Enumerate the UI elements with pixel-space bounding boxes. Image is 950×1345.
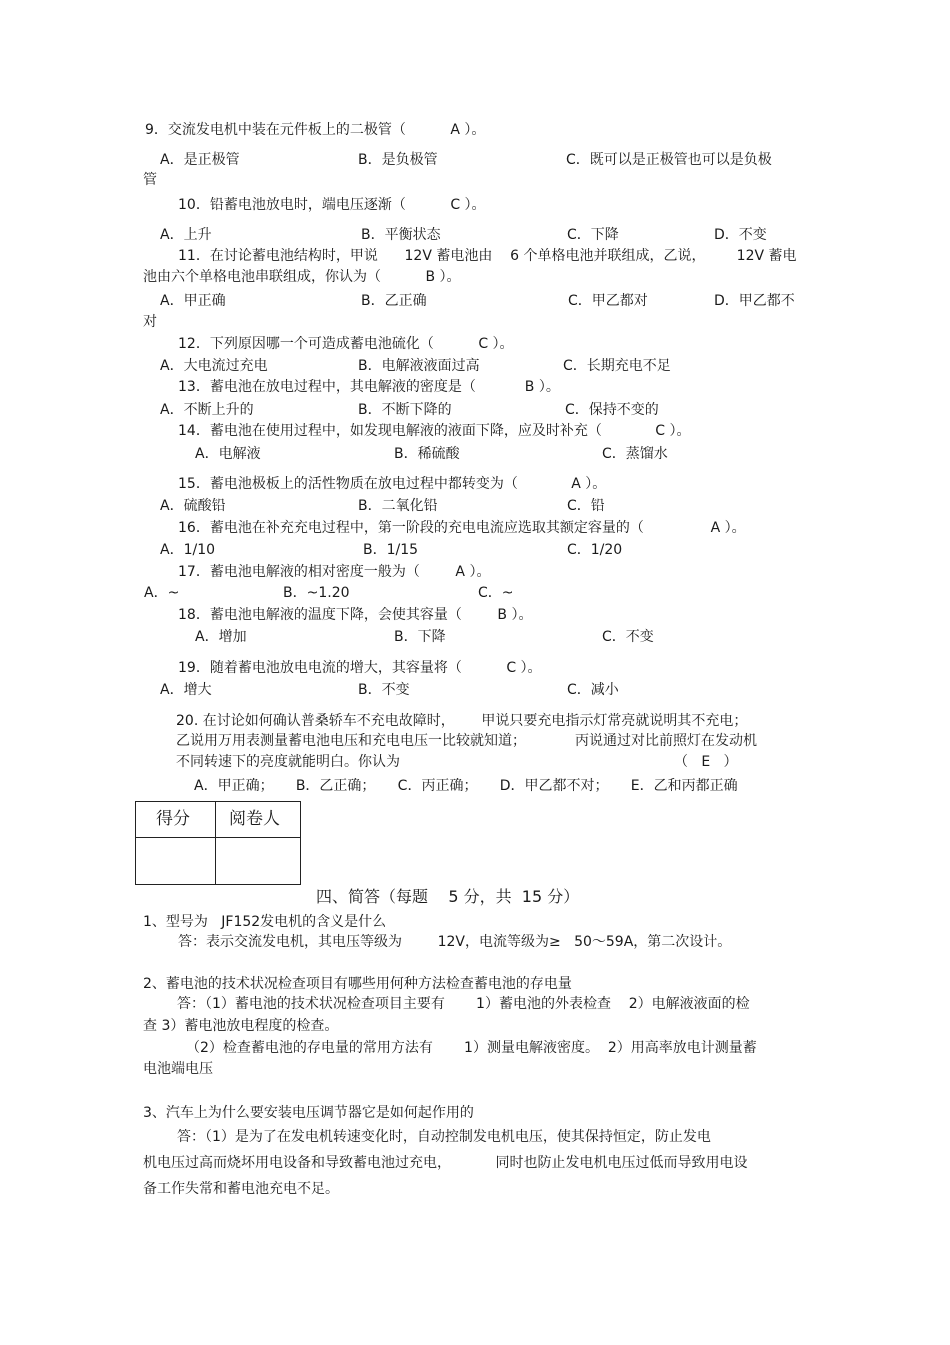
section-title-short-answer: 四、简答（每题 5 分，共 15 分） (316, 887, 580, 906)
q11-option-b: B．乙正确 (361, 293, 427, 309)
q10-option-d: D．不变 (714, 227, 767, 243)
question-16: 16．蓄电池在补充充电过程中，第一阶段的充电电流应选取其额定容量的（ A ）。 (178, 520, 746, 536)
q9-option-b: B．是负极管 (358, 152, 438, 168)
q11-option-a: A．甲正确 (160, 293, 226, 309)
q12-option-c: C．长期充电不足 (563, 358, 671, 374)
score-table-divider-vertical (215, 802, 216, 884)
score-table (135, 801, 301, 885)
q15-option-c: C．铅 (567, 498, 605, 514)
short-answer-3-line3: 备工作失常和蓄电池充电不足。 (143, 1181, 339, 1197)
q9-option-c: C．既可以是正极管也可以是负极 (566, 152, 772, 168)
q17-option-b: B．~1.20 (283, 585, 350, 601)
question-20-answer: （ E ） (674, 754, 738, 770)
question-14: 14．蓄电池在使用过程中，如发现电解液的液面下降，应及时补充（ C ）。 (178, 423, 691, 439)
q15-option-a: A．硫酸铅 (160, 498, 226, 514)
q16-option-c: C．1/20 (567, 542, 623, 558)
short-answer-1: 答：表示交流发电机，其电压等级为 12V，电流等级为≥ 50～59A，第二次设计。 (178, 934, 732, 950)
q15-option-b: B．二氧化铅 (358, 498, 438, 514)
question-10: 10．铅蓄电池放电时，端电压逐渐（ C ）。 (178, 197, 486, 213)
q20-options: A．甲正确； B．乙正确； C．丙正确； D．甲乙都不对； E．乙和丙都正确 (194, 778, 738, 794)
q11-option-d-continued: 对 (143, 314, 157, 330)
question-9: 9．交流发电机中装在元件板上的二极管（ A ）。 (145, 122, 486, 138)
q16-option-b: B．1/15 (363, 542, 419, 558)
short-question-1: 1、型号为 JF152发电机的含义是什么 (143, 914, 387, 930)
short-answer-2-line3: （2）检查蓄电池的存电量的常用方法有 1）测量电解液密度。 2）用高率放电计测量蓄 (186, 1040, 757, 1056)
question-18: 18．蓄电池电解液的温度下降，会使其容量（ B ）。 (178, 607, 533, 623)
question-13: 13．蓄电池在放电过程中，其电解液的密度是（ B ）。 (178, 379, 560, 395)
short-question-2: 2、蓄电池的技术状况检查项目有哪些用何种方法检查蓄电池的存电量 (143, 976, 572, 992)
q14-option-c: C．蒸馏水 (602, 446, 668, 462)
question-12: 12．下列原因哪一个可造成蓄电池硫化（ C ）。 (178, 336, 514, 352)
q14-option-a: A．电解液 (195, 446, 261, 462)
q13-option-a: A．不断上升的 (160, 402, 254, 418)
question-11-line2: 池由六个单格电池串联组成，你认为（ B ）。 (143, 269, 461, 285)
grader-label: 阅卷人 (229, 809, 280, 829)
q18-option-c: C．不变 (602, 629, 654, 645)
q9-option-c-continued: 管 (143, 172, 157, 188)
short-answer-2-line4: 电池端电压 (143, 1061, 213, 1077)
q12-option-a: A．大电流过充电 (160, 358, 268, 374)
q11-option-c: C．甲乙都对 (568, 293, 648, 309)
score-label: 得分 (156, 809, 190, 829)
q13-option-b: B．不断下降的 (358, 402, 452, 418)
question-15: 15．蓄电池极板上的活性物质在放电过程中都转变为（ A ）。 (178, 476, 607, 492)
q12-option-b: B．电解液液面过高 (358, 358, 480, 374)
question-20-line2: 乙说用万用表测量蓄电池电压和充电电压一比较就知道； 丙说通过对比前照灯在发动机 (176, 733, 757, 749)
q10-option-b: B．平衡状态 (361, 227, 441, 243)
short-answer-2-line1: 答：（1）蓄电池的技术状况检查项目主要有 1）蓄电池的外表检查 2）电解液液面的检 (177, 996, 750, 1012)
short-answer-3-line2: 机电压过高而烧坏用电设备和导致蓄电池过充电， 同时也防止发电机电压过低而导致用电设 (143, 1155, 748, 1171)
q9-option-a: A．是正极管 (160, 152, 240, 168)
question-11-line1: 11．在讨论蓄电池结构时，甲说 12V 蓄电池由 6 个单格电池并联组成，乙说， 12V 蓄电 (178, 248, 797, 264)
q18-option-a: A．增加 (195, 629, 247, 645)
question-19: 19．随着蓄电池放电电流的增大，其容量将（ C ）。 (178, 660, 542, 676)
q16-option-a: A．1/10 (160, 542, 216, 558)
short-answer-2-line2: 查 3）蓄电池放电程度的检查。 (143, 1018, 339, 1034)
q17-option-a: A．~ (144, 585, 180, 601)
q19-option-c: C．减小 (567, 682, 619, 698)
short-question-3: 3、汽车上为什么要安装电压调节器它是如何起作用的 (143, 1105, 474, 1121)
q17-option-c: C．~ (478, 585, 514, 601)
q14-option-b: B．稀硫酸 (394, 446, 460, 462)
q19-option-a: A．增大 (160, 682, 212, 698)
q19-option-b: B．不变 (358, 682, 410, 698)
score-table-divider-horizontal (136, 837, 300, 838)
short-answer-3-line1: 答：（1）是为了在发电机转速变化时，自动控制发电机电压，使其保持恒定，防止发电 (177, 1129, 711, 1145)
q13-option-c: C．保持不变的 (565, 402, 659, 418)
question-20-line1: 20. 在讨论如何确认普桑轿车不充电故障时， 甲说只要充电指示灯常亮就说明其不充电； (176, 713, 748, 729)
question-17: 17．蓄电池电解液的相对密度一般为（ A ）。 (178, 564, 491, 580)
q10-option-c: C．下降 (567, 227, 619, 243)
q11-option-d: D．甲乙都不 (714, 293, 795, 309)
q10-option-a: A．上升 (160, 227, 212, 243)
q18-option-b: B．下降 (394, 629, 446, 645)
question-20-line3: 不同转速下的亮度就能明白。你认为 (176, 754, 400, 770)
